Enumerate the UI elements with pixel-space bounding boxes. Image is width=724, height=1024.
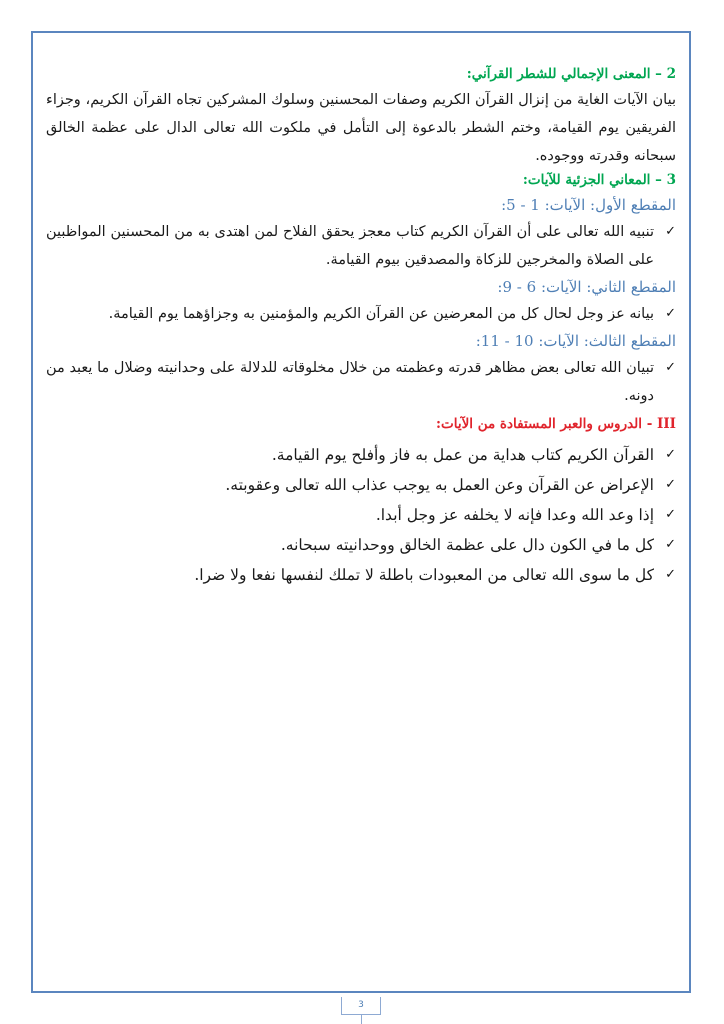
segment-title-3: المقطع الثالث: الآيات: 10 - 11: xyxy=(475,332,676,350)
segment-text-2: بيانه عز وجل لحال كل من المعرضين عن القرآن الكريم والمؤمنين به وجزاؤهما يوم القيامة. xyxy=(108,306,654,322)
checkmark-icon: ✓ xyxy=(665,537,676,552)
page-content xyxy=(46,66,676,590)
lesson-text: كل ما سوى الله تعالى من المعبودات باطلة لا تملك لنفسها نفعا ولا ضرا. xyxy=(194,566,654,584)
lesson-text: كل ما في الكون دال على عظمة الخالق ووحدانيته سبحانه. xyxy=(280,536,654,554)
segment-text-1: تنبيه الله تعالى على أن القرآن الكريم كتاب معجز يحقق الفلاح لمن اهتدى به من المحسنين المواظبين على الصلاة والمخرجين للزكاة والمصدقين بيوم القيامة. xyxy=(46,224,654,268)
checkmark-icon: ✓ xyxy=(665,507,676,522)
section-heading-lessons: III - الدروس والعبر المستفادة من الآيات: xyxy=(436,416,676,432)
lesson-text: القرآن الكريم كتاب هداية من عمل به فاز وأفلح يوم القيامة. xyxy=(271,446,654,464)
lesson-item xyxy=(46,560,676,590)
checkmark-icon: ✓ xyxy=(665,306,676,321)
segment-title-1: المقطع الأول: الآيات: 1 - 5: xyxy=(501,196,676,214)
segment-item-2 xyxy=(46,300,676,328)
lesson-item xyxy=(46,470,676,500)
segment-item-1 xyxy=(46,218,676,274)
lesson-text: إذا وعد الله وعدا فإنه لا يخلفه عز وجل أبدا. xyxy=(375,506,654,524)
section-heading-partial-meanings: 3 – المعاني الجزئية للآيات: xyxy=(522,172,676,188)
page-number-connector xyxy=(361,1015,362,1024)
lessons-list xyxy=(46,440,676,590)
checkmark-icon: ✓ xyxy=(665,224,676,239)
checkmark-icon: ✓ xyxy=(665,567,676,582)
segment-text-3: تبيان الله تعالى بعض مظاهر قدرته وعظمته من خلال مخلوقاته للدلالة على وحدانيته وضلال ما يعبد من دونه. xyxy=(46,360,654,404)
lesson-item xyxy=(46,530,676,560)
segment-title-2: المقطع الثاني: الآيات: 6 - 9: xyxy=(497,278,676,296)
segment-item-3 xyxy=(46,354,676,410)
page-number: 3 xyxy=(341,997,381,1015)
section-heading-overall-meaning: 2 – المعنى الإجمالي للشطر القرآني: xyxy=(466,66,676,82)
lesson-text: الإعراض عن القرآن وعن العمل به يوجب عذاب الله تعالى وعقوبته. xyxy=(225,476,654,494)
checkmark-icon: ✓ xyxy=(665,447,676,462)
lesson-item xyxy=(46,500,676,530)
overall-meaning-paragraph: بيان الآيات الغاية من إنزال القرآن الكريم وصفات المحسنين وسلوك المشركين تجاه القرآن الكريم، وجزاء الفريقين يوم القيامة، وختم الشطر بالدعوة إلى التأمل في ملكوت الله تعالى الدال على عظمة الخالق سبحانه وقدرته ووجوده. xyxy=(46,92,676,164)
checkmark-icon: ✓ xyxy=(665,360,676,375)
checkmark-icon: ✓ xyxy=(665,477,676,492)
lesson-item xyxy=(46,440,676,470)
